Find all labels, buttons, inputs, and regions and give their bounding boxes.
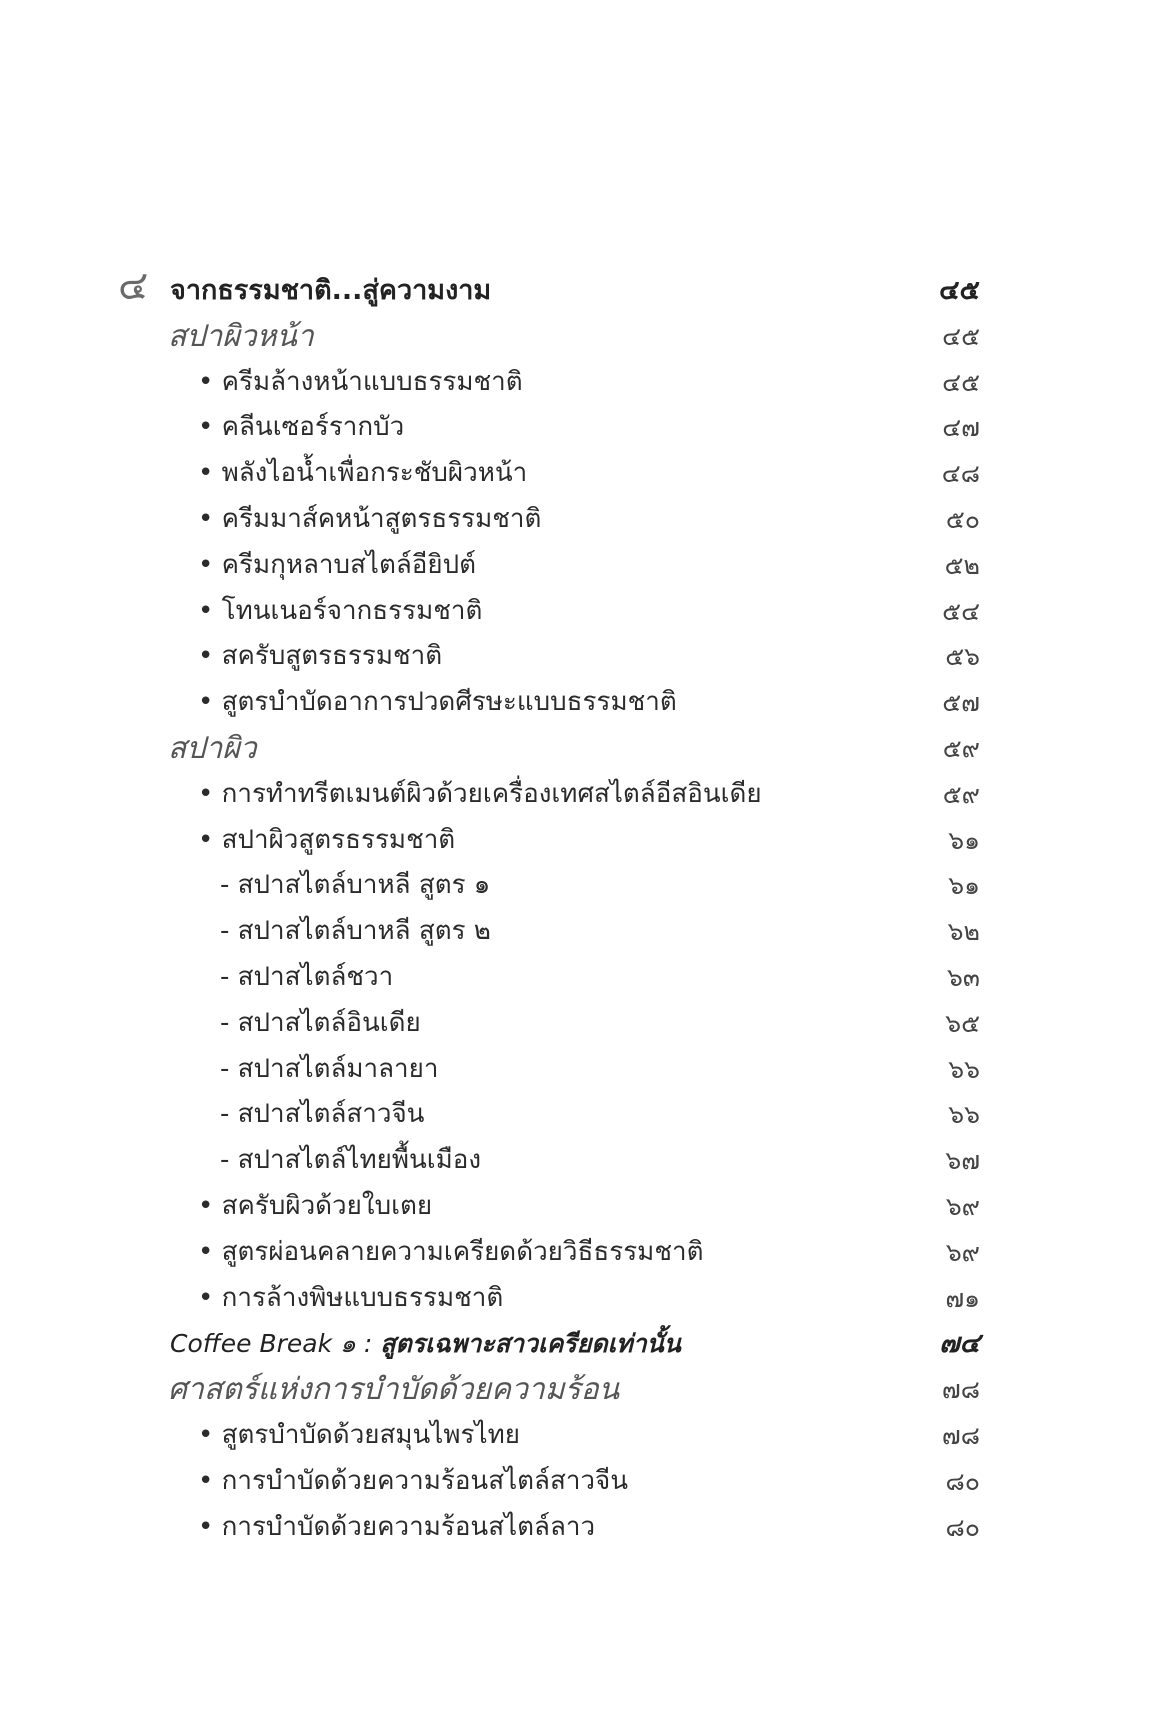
toc-entry [0, 589, 1150, 635]
entry-title: • สูตรบำบัดอาการปวดศีรษะแบบธรรมชาติ [198, 687, 677, 718]
entry-page: ๔๘ [941, 459, 980, 489]
entry-title: • สูตรบำบัดด้วยสมุนไพรไทย [198, 1419, 520, 1450]
entry-page: ๖๑ [948, 825, 980, 855]
entry-page: ๗๑ [945, 1283, 980, 1313]
entry-page: ๖๒ [947, 917, 980, 947]
entry-page: ๔๗ [942, 413, 980, 443]
toc-subentry [0, 909, 1150, 955]
entry-title: • พลังไอน้ำเพื่อกระชับผิวหน้า [198, 458, 528, 489]
table-of-contents [0, 263, 1150, 1550]
toc-entry [0, 405, 1150, 451]
entry-title: • การล้างพิษแบบธรรมชาติ [198, 1282, 504, 1313]
entry-page: ๗๘ [941, 1420, 980, 1450]
entry-title: - สปาสไตล์มาลายา [220, 1053, 439, 1084]
entry-page: ๕๐ [945, 504, 980, 534]
entry-page: ๕๔ [942, 596, 980, 626]
toc-subentry [0, 1138, 1150, 1184]
coffee-break-entry [0, 1321, 1150, 1367]
entry-page: ๕๗ [942, 688, 980, 718]
entry-title: สปาผิว [168, 730, 257, 766]
entry-page: ๖๖ [948, 1054, 980, 1084]
entry-title: • สูตรผ่อนคลายความเครียดด้วยวิธีธรรมชาติ [198, 1236, 704, 1267]
section-heading [0, 1367, 1150, 1413]
section-heading [0, 314, 1150, 360]
entry-page: ๕๒ [944, 550, 980, 580]
entry-title: - สปาสไตล์สาวจีน [220, 1099, 425, 1130]
entry-page: ๔๕ [942, 321, 980, 351]
entry-page: ๖๙ [945, 1237, 980, 1267]
entry-title: • คลีนเซอร์รากบัว [198, 412, 405, 443]
chapter-number: ๔ [118, 263, 149, 309]
toc-entry [0, 497, 1150, 543]
chapter-page: ๔๕ [939, 275, 980, 306]
entry-title: • ครีมกุหลาบสไตล์อียิปต์ [198, 549, 477, 580]
toc-entry [0, 451, 1150, 497]
toc-entry [0, 634, 1150, 680]
toc-entry [0, 772, 1150, 818]
entry-title: สปาผิวหน้า [168, 318, 314, 354]
toc-entry [0, 1413, 1150, 1459]
entry-page: ๔๕ [942, 367, 980, 397]
toc-entry [0, 360, 1150, 406]
toc-entry [0, 1276, 1150, 1322]
entry-page: ๖๕ [945, 1008, 980, 1038]
entry-title: • การทำทรีตเมนต์ผิวด้วยเครื่องเทศสไตล์อีสอินเดีย [198, 778, 762, 809]
entry-page: ๖๑ [948, 871, 980, 901]
entry-page: ๘๐ [945, 1466, 980, 1496]
entry-page: ๖๗ [945, 1146, 980, 1176]
toc-entry [0, 1184, 1150, 1230]
entry-title: • โทนเนอร์จากธรรมชาติ [198, 595, 483, 626]
entry-title: • ครีมล้างหน้าแบบธรรมชาติ [198, 366, 523, 397]
toc-subentry [0, 1001, 1150, 1047]
chapter-title: จากธรรมชาติ...สู่ความงาม [170, 275, 492, 306]
entry-title: - สปาสไตล์บาหลี สูตร ๑ [220, 870, 491, 901]
entry-title [170, 1321, 681, 1367]
toc-subentry [0, 1092, 1150, 1138]
entry-page: ๗๘ [941, 1375, 980, 1405]
coffee-break-label: Coffee Break ๑ : [170, 1329, 381, 1359]
entry-page: ๗๔ [939, 1328, 980, 1360]
toc-entry [0, 680, 1150, 726]
entry-page: ๘๐ [945, 1512, 980, 1542]
toc-entry [0, 1230, 1150, 1276]
entry-title: - สปาสไตล์บาหลี สูตร ๒ [220, 916, 491, 947]
entry-title: • สครับผิวด้วยใบเตย [198, 1190, 433, 1221]
entry-page: ๕๖ [945, 642, 980, 672]
toc-entry [0, 818, 1150, 864]
toc-subentry [0, 863, 1150, 909]
toc-subentry [0, 955, 1150, 1001]
entry-page: ๖๙ [945, 1191, 980, 1221]
toc-entry [0, 1459, 1150, 1505]
entry-page: ๖๓ [947, 962, 980, 992]
entry-title: - สปาสไตล์ไทยพื้นเมือง [220, 1145, 482, 1176]
toc-entry [0, 543, 1150, 589]
entry-title: • การบำบัดด้วยความร้อนสไตล์สาวจีน [198, 1465, 629, 1496]
coffee-break-subtitle: สูตรเฉพาะสาวเครียดเท่านั้น [380, 1329, 681, 1359]
entry-title: • การบำบัดด้วยความร้อนสไตล์ลาว [198, 1511, 596, 1542]
section-heading [0, 726, 1150, 772]
entry-title: - สปาสไตล์ชวา [220, 961, 394, 992]
entry-title: • สปาผิวสูตรธรรมชาติ [198, 824, 456, 855]
entry-title: ศาสตร์แห่งการบำบัดด้วยความร้อน [168, 1372, 620, 1408]
entry-title: - สปาสไตล์อินเดีย [220, 1007, 421, 1038]
entry-page: ๕๙ [942, 779, 980, 809]
entry-title: • สครับสูตรธรรมชาติ [198, 641, 443, 672]
entry-page: ๕๙ [942, 733, 980, 763]
chapter-heading [0, 263, 1150, 314]
toc-entry [0, 1505, 1150, 1551]
toc-subentry [0, 1047, 1150, 1093]
entry-page: ๖๖ [948, 1100, 980, 1130]
entry-title: • ครีมมาส์คหน้าสูตรธรรมชาติ [198, 503, 542, 534]
